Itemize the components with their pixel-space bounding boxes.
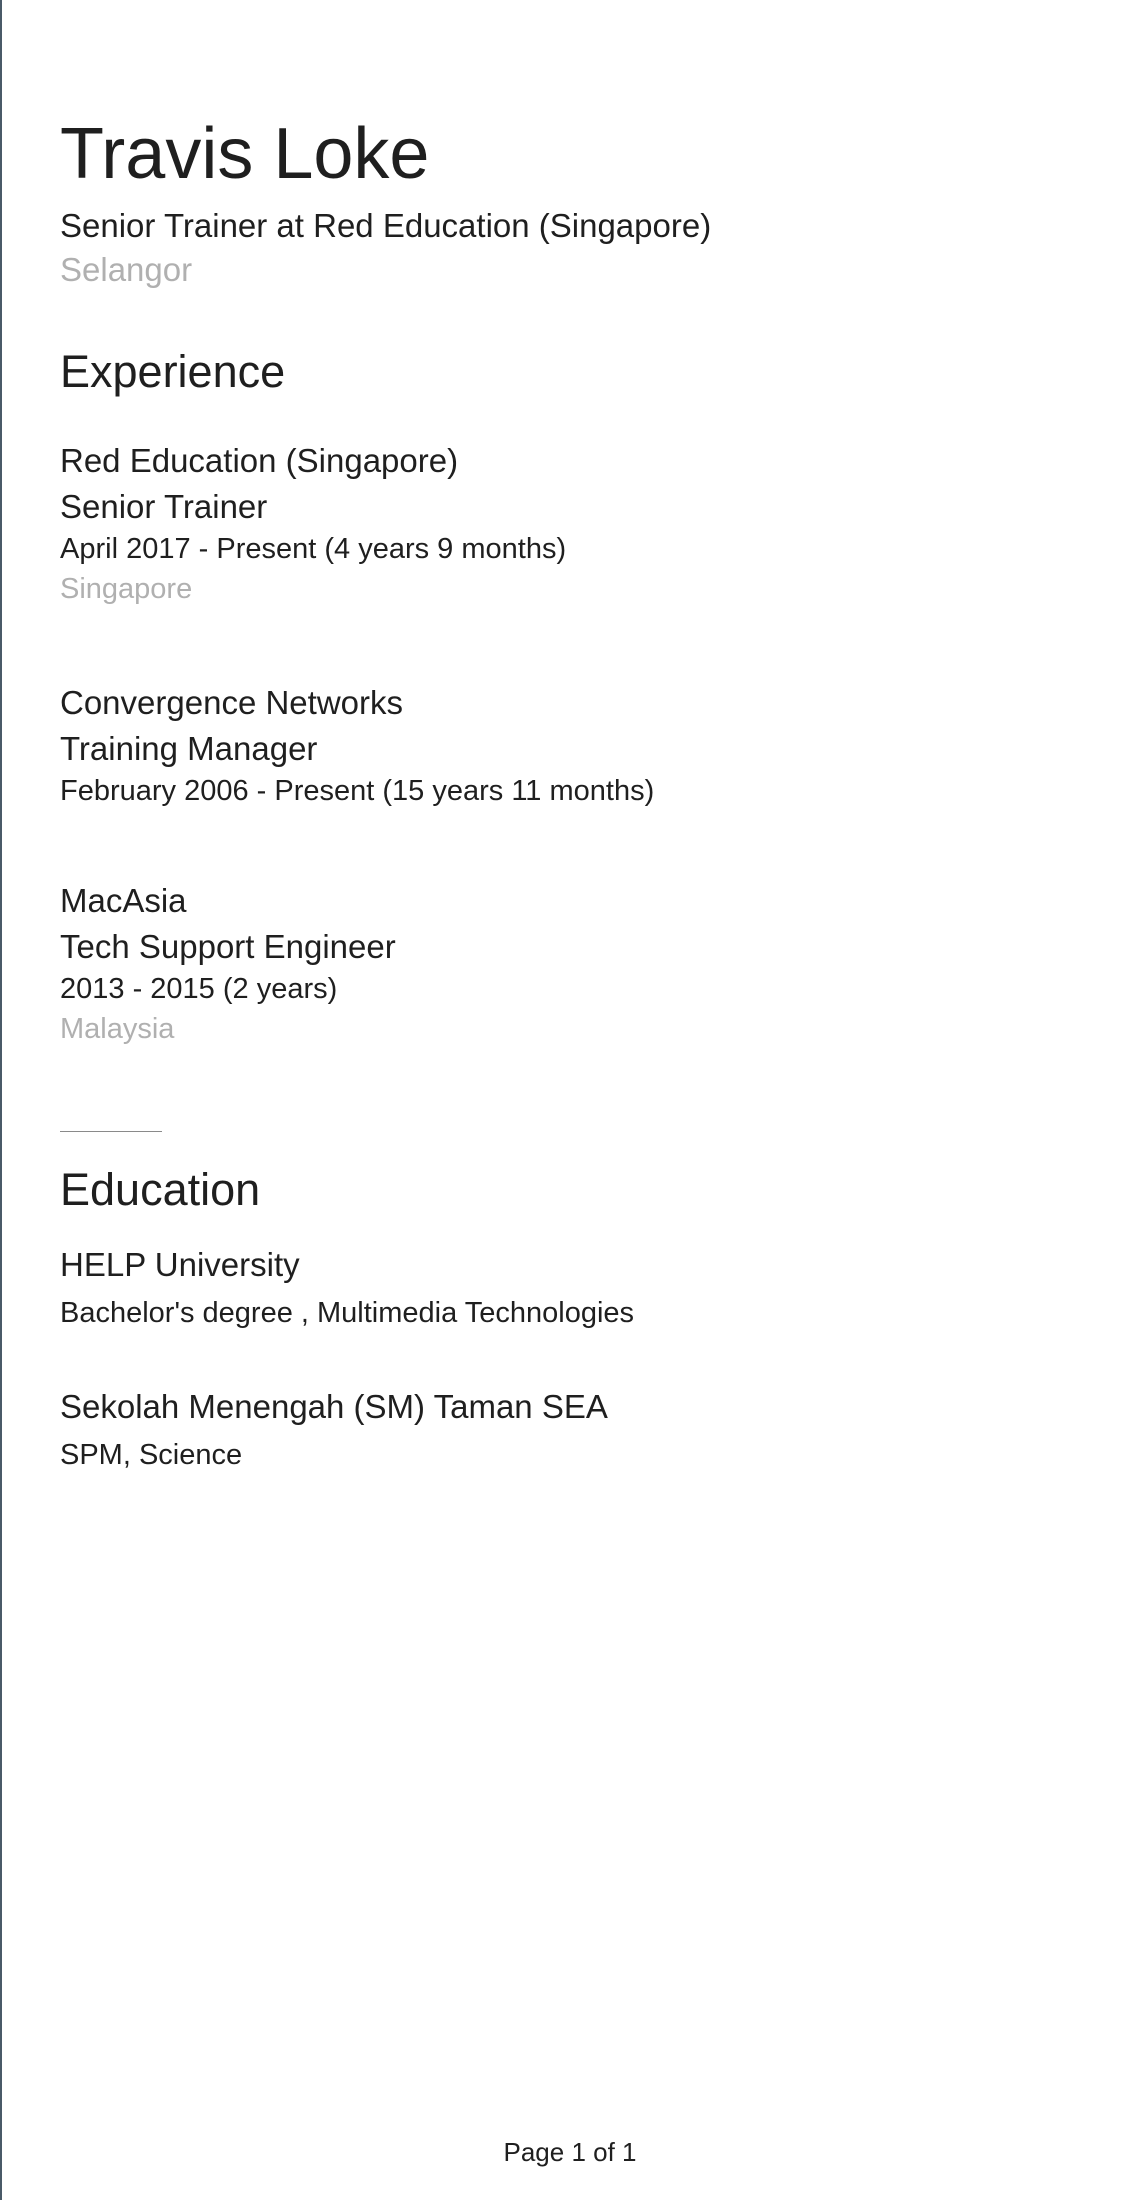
experience-location: Singapore: [60, 573, 193, 605]
education-school: Sekolah Menengah (SM) Taman SEA: [60, 1388, 608, 1425]
profile-location: Selangor: [60, 251, 193, 288]
education-degree: SPM, Science: [60, 1439, 243, 1471]
experience-location: Malaysia: [60, 1013, 175, 1045]
experience-item: [60, 683, 1060, 813]
section-divider: [60, 1131, 162, 1132]
education-degree: Bachelor's degree , Multimedia Technologies: [60, 1297, 635, 1329]
experience-company: Convergence Networks: [60, 684, 403, 721]
experience-role: Tech Support Engineer: [60, 928, 396, 965]
page-number: Page 1 of 1: [503, 2137, 637, 2167]
experience-dates: 2013 - 2015 (2 years): [60, 973, 338, 1005]
education-item: [60, 1245, 1060, 1331]
experience-heading: Experience: [60, 346, 286, 397]
profile-headline: Senior Trainer at Red Education (Singapore): [60, 207, 712, 244]
experience-item: [60, 881, 1060, 1047]
profile-name: Travis Loke: [60, 114, 430, 194]
education-heading: Education: [60, 1164, 261, 1215]
experience-dates: February 2006 - Present (15 years 11 months): [60, 775, 655, 807]
experience-company: Red Education (Singapore): [60, 442, 459, 479]
experience-item: [60, 441, 1060, 607]
education-school: HELP University: [60, 1246, 300, 1283]
experience-company: MacAsia: [60, 882, 187, 919]
experience-role: Training Manager: [60, 730, 318, 767]
education-item: [60, 1387, 1060, 1473]
page-left-border: [0, 0, 2, 2200]
experience-dates: April 2017 - Present (4 years 9 months): [60, 533, 567, 565]
experience-role: Senior Trainer: [60, 488, 268, 525]
